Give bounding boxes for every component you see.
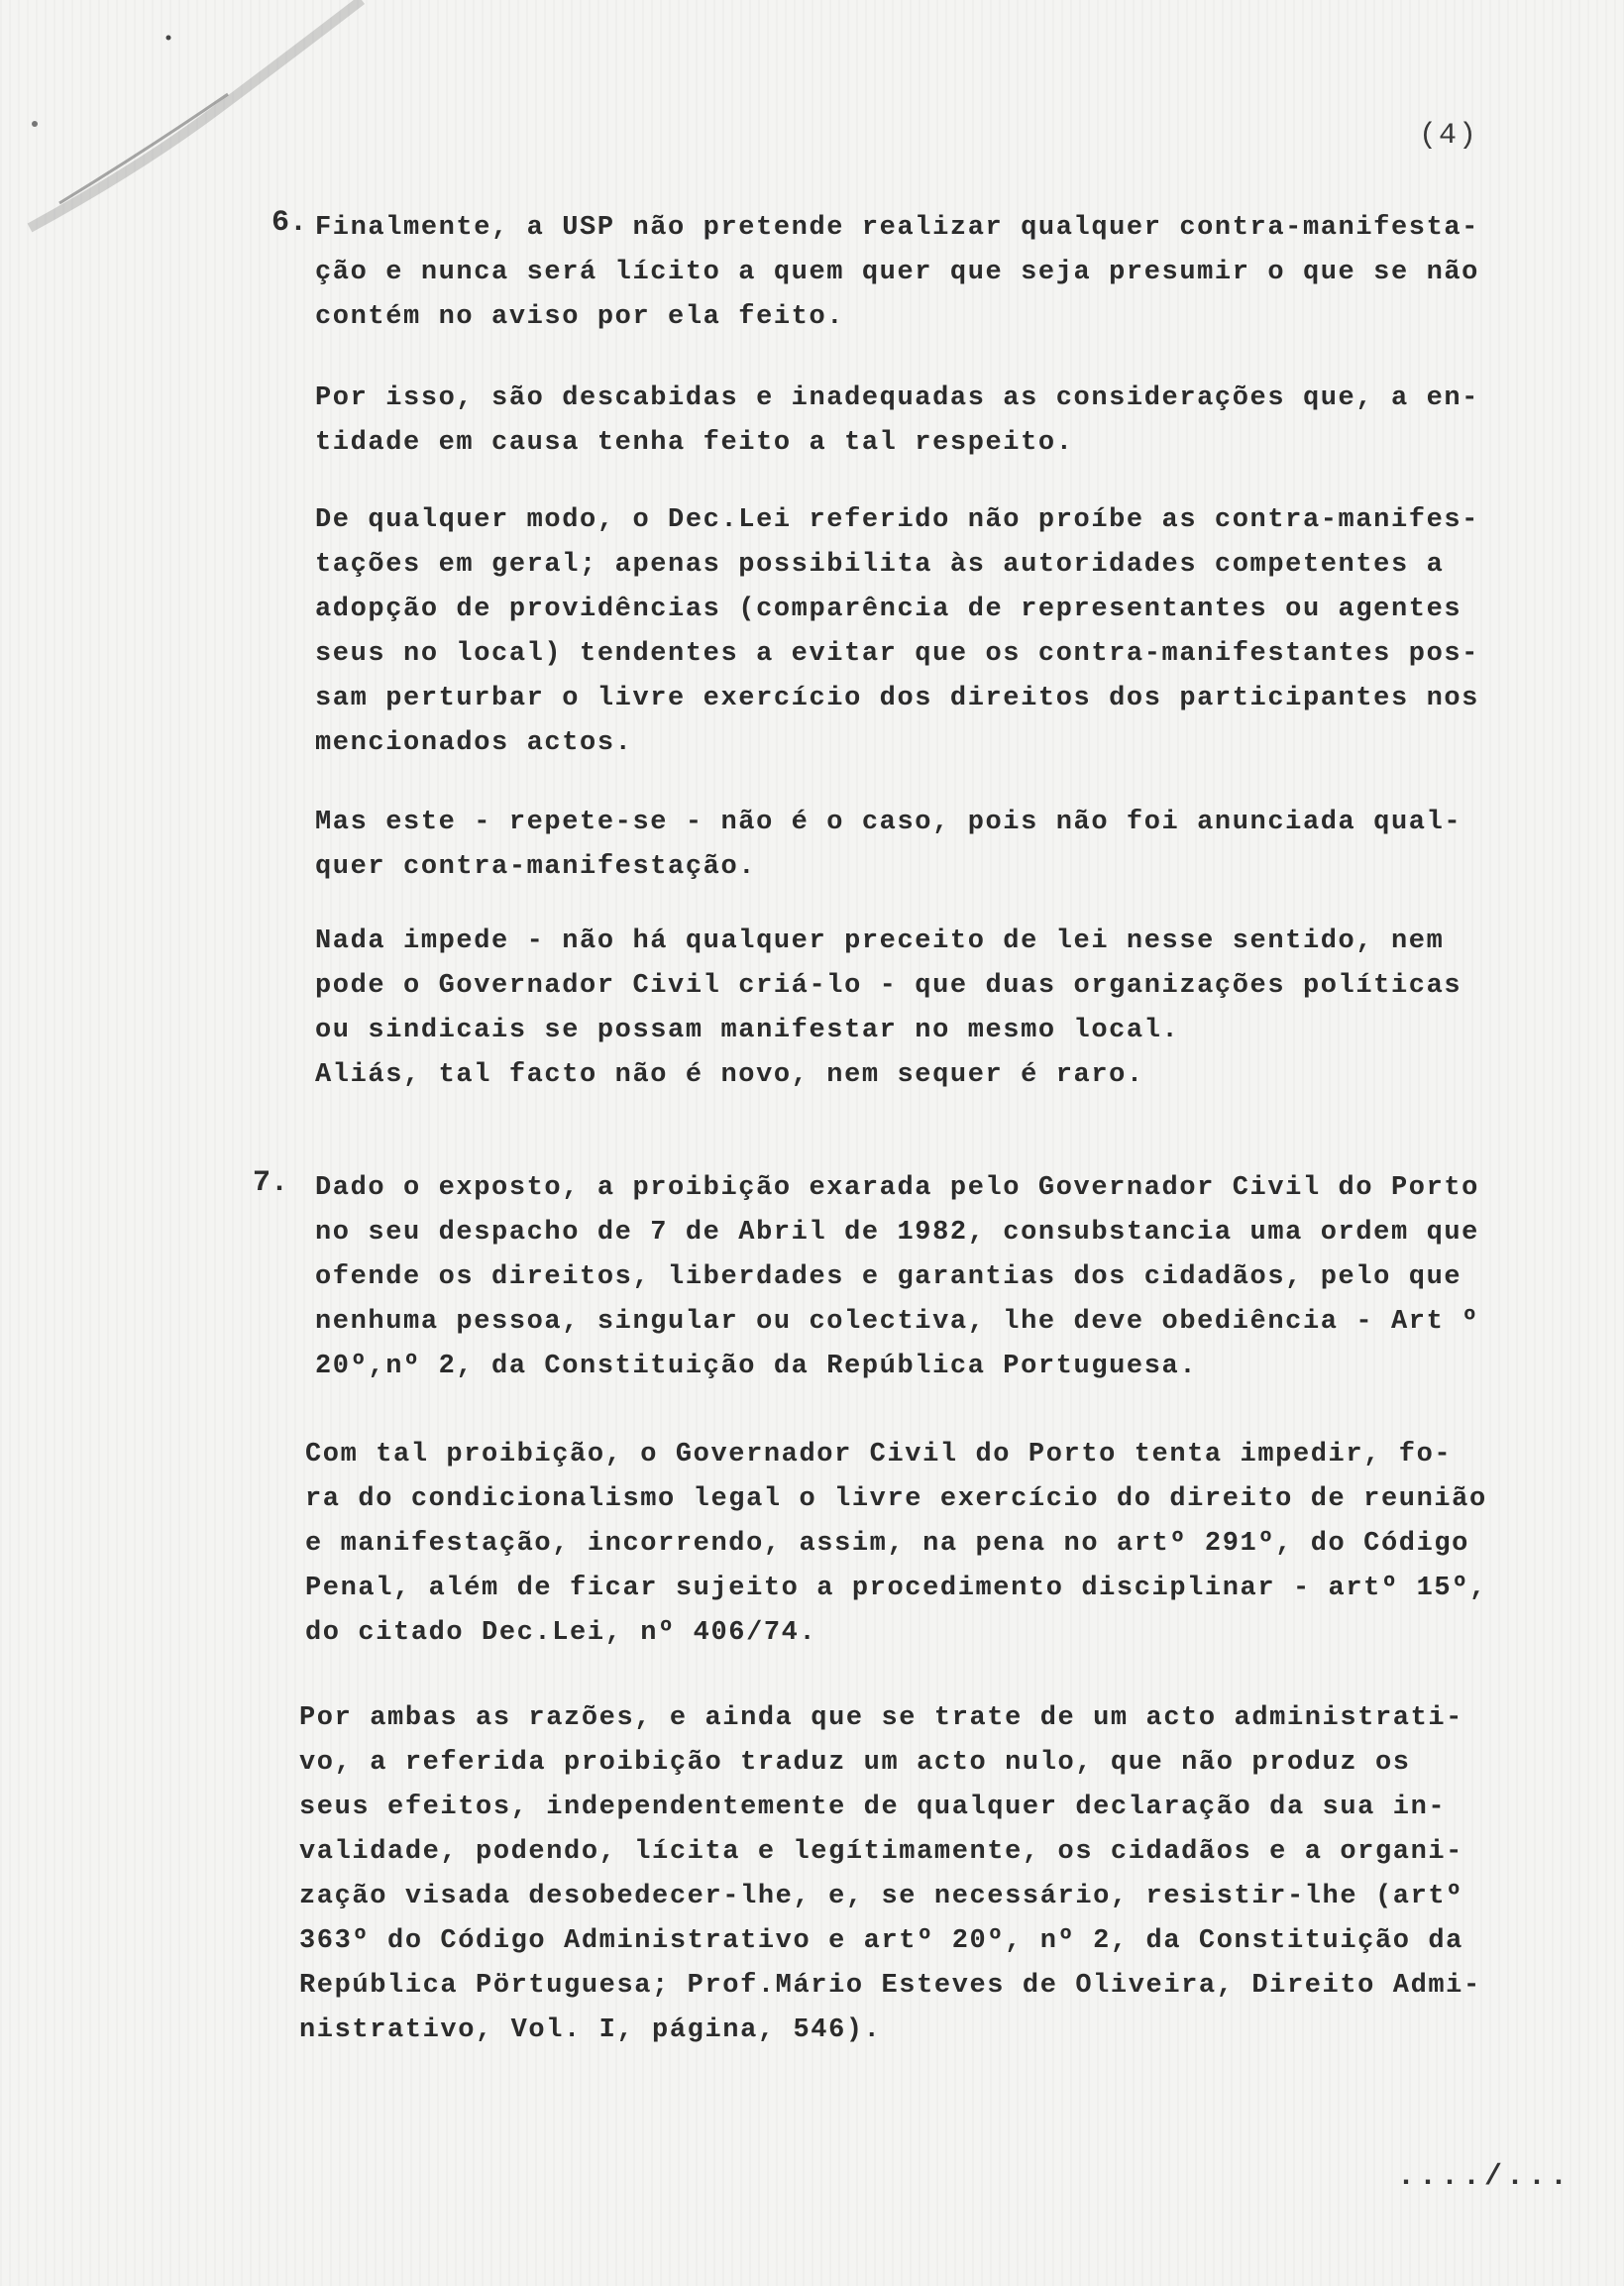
section-6-paragraph-4 (315, 801, 1613, 890)
text-line: Mas este - repete-se - não é o caso, pois não foi anunciada qual- (315, 808, 1462, 837)
text-line: Finalmente, a USP não pretende realizar qualquer contra-manifesta- (315, 213, 1479, 243)
section-7-paragraph-3 (299, 1696, 1597, 2053)
text-line: quer contra-manifestação. (315, 852, 757, 882)
text-line: Aliás, tal facto não é novo, nem sequer é raro. (315, 1060, 1144, 1090)
text-line: Com tal proibição, o Governador Civil do Porto tenta impedir, fo- (305, 1440, 1453, 1470)
text-line: ção e nunca será lícito a quem quer que seja presumir o que se não (315, 258, 1479, 287)
text-line: nenhuma pessoa, singular ou colectiva, lhe deve obediência - Art º (315, 1307, 1479, 1337)
section-number-7: 7. (253, 1166, 289, 1200)
text-line: tidade em causa tenha feito a tal respeito. (315, 428, 1074, 458)
text-line: do citado Dec.Lei, nº 406/74. (305, 1618, 817, 1648)
text-line: ra do condicionalismo legal o livre exercício do direito de reunião (305, 1484, 1487, 1514)
text-line: vo, a referida proibição traduz um acto nulo, que não produz os (299, 1748, 1411, 1778)
text-line: e manifestação, incorrendo, assim, na pena no artº 291º, do Código (305, 1529, 1469, 1559)
text-line: 20º,nº 2, da Constituição da República Portuguesa. (315, 1352, 1198, 1381)
section-6-paragraph-2 (315, 377, 1613, 466)
section-number-6: 6. (271, 206, 308, 240)
text-line: Dado o exposto, a proibição exarada pelo Governador Civil do Porto (315, 1173, 1479, 1203)
section-7-paragraph-2 (305, 1433, 1603, 1656)
text-line: Por ambas as razões, e ainda que se trate de um acto administrati- (299, 1703, 1463, 1733)
scan-smudge-mark (20, 0, 377, 238)
continuation-mark: ..../... (1397, 2160, 1572, 2194)
text-line: Nada impede - não há qualquer preceito de lei nesse sentido, nem (315, 926, 1445, 956)
text-line: Por isso, são descabidas e inadequadas as considerações que, a en- (315, 383, 1479, 413)
text-line: adopção de providências (comparência de representantes ou agentes (315, 595, 1462, 624)
text-line: sam perturbar o livre exercício dos direitos dos participantes nos (315, 684, 1479, 713)
section-7-paragraph-1 (315, 1166, 1613, 1389)
text-line: mencionados actos. (315, 728, 633, 758)
text-line: nistrativo, Vol. I, página, 546). (299, 2015, 882, 2045)
text-line: ofende os direitos, liberdades e garantias dos cidadãos, pelo que (315, 1262, 1462, 1292)
section-6-paragraph-1 (315, 206, 1613, 340)
text-line: zação visada desobedecer-lhe, e, se necessário, resistir-lhe (artº (299, 1882, 1463, 1911)
text-line: no seu despacho de 7 de Abril de 1982, consubstancia uma ordem que (315, 1218, 1479, 1248)
text-line: seus efeitos, independentemente de qualquer declaração da sua in- (299, 1793, 1447, 1822)
text-line: 363º do Código Administrativo e artº 20º, nº 2, da Constituição da (299, 1926, 1463, 1956)
text-line: República Pörtuguesa; Prof.Mário Esteves de Oliveira, Direito Admi- (299, 1971, 1481, 2001)
text-line: validade, podendo, lícita e legítimamente, os cidadãos e a organi- (299, 1837, 1463, 1867)
section-6-paragraph-3 (315, 498, 1613, 766)
text-line: De qualquer modo, o Dec.Lei referido não proíbe as contra-manifes- (315, 505, 1479, 535)
text-line: ou sindicais se possam manifestar no mesmo local. (315, 1016, 1180, 1045)
text-line: Penal, além de ficar sujeito a procedimento disciplinar - artº 15º, (305, 1574, 1487, 1603)
section-6-paragraph-5 (315, 920, 1613, 1098)
text-line: pode o Governador Civil criá-lo - que duas organizações políticas (315, 971, 1462, 1001)
text-line: seus no local) tendentes a evitar que os contra-manifestantes pos- (315, 639, 1479, 669)
text-line: tações em geral; apenas possibilita às autoridades competentes a (315, 550, 1445, 580)
page-number: (4) (1419, 119, 1479, 153)
text-line: contém no aviso por ela feito. (315, 302, 845, 332)
